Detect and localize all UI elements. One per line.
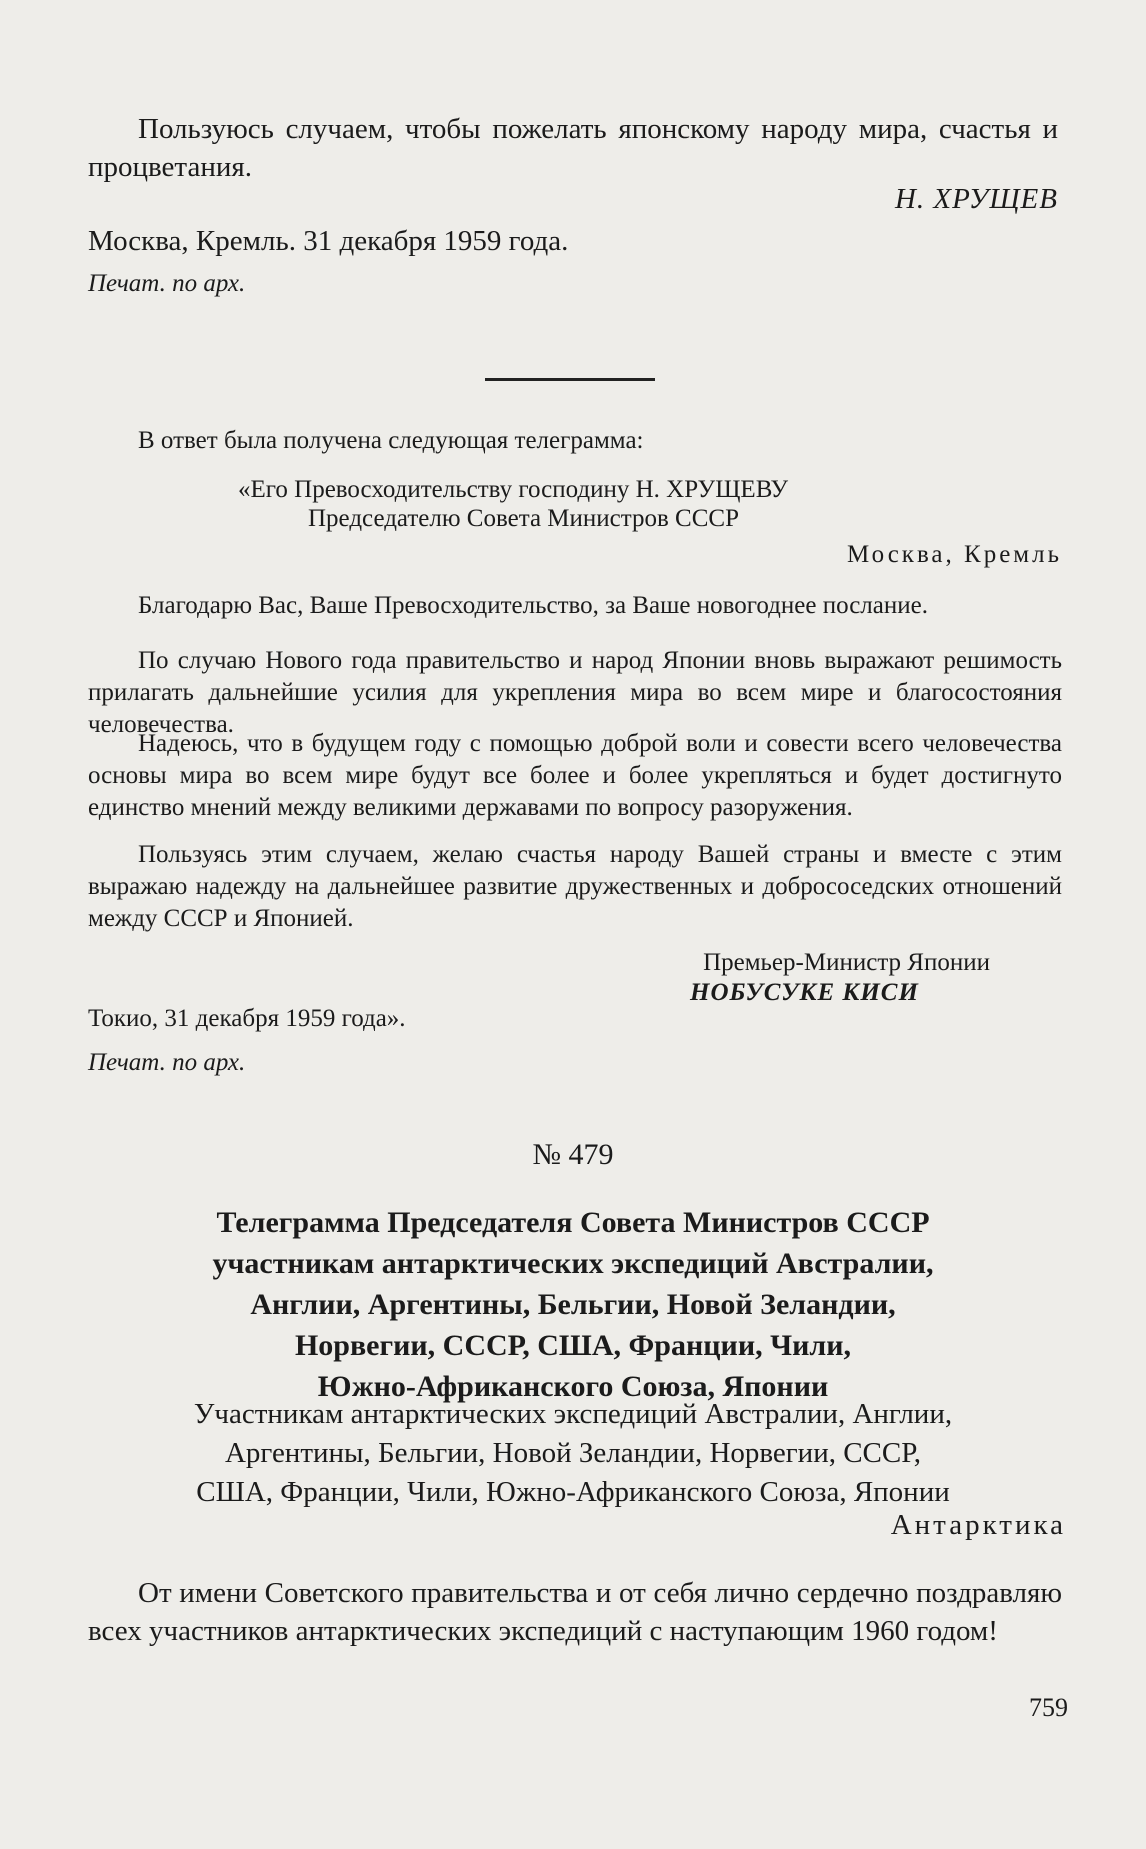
title-line-3: Англии, Аргентины, Бельгии, Новой Зеландии,: [250, 1288, 896, 1321]
letter-place-date: Москва, Кремль. 31 декабря 1959 года.: [88, 225, 569, 257]
title-line-5: Южно-Африканского Союза, Японии: [317, 1370, 829, 1403]
addressee-line-1: Участникам антарктических экспедиций Австралии, Англии,: [193, 1398, 953, 1430]
section-divider: [485, 378, 655, 381]
reply-intro: В ответ была получена следующая телеграмма:: [138, 427, 644, 454]
letter-source-note: Печат. по арх.: [88, 270, 246, 297]
reply-paragraph-3: Надеюсь, что в будущем году с помощью доброй воли и совести всего человечества основы мира во всем мире будут все более и более укрепляться и будет достигнуто единство мнений между великими державами по вопросу разоружения.: [88, 730, 1062, 821]
letter-closing-paragraph: Пользуюсь случаем, чтобы пожелать японскому народу мира, счастья и процветания.: [88, 113, 1058, 183]
reply-addressee-line1: «Его Превосходительству господину Н. ХРУЩЕВУ: [238, 476, 789, 503]
reply-paragraph-4: Пользуясь этим случаем, желаю счастья народу Вашей страны и вместе с этим выражаю надежду на дальнейшее развитие дружественных и добрососедских отношений между СССР и Японией.: [88, 841, 1062, 932]
reply-addressee-line2: Председателю Совета Министров СССР: [308, 505, 739, 532]
page-number: 759: [1029, 1693, 1068, 1722]
title-line-4: Норвегии, СССР, США, Франции, Чили,: [294, 1329, 852, 1362]
reply-paragraph-2: По случаю Нового года правительство и народ Японии вновь выражают решимость прилагать дальнейшие усилия для укрепления мира во всем мире и благосостояния человечества.: [88, 647, 1062, 738]
document-body: От имени Советского правительства и от себя лично сердечно поздравляю всех участников антарктических экспедиций с наступающим 1960 годом!: [88, 1577, 1062, 1647]
reply-source-note: Печат. по арх.: [88, 1049, 246, 1076]
reply-sender-title: Премьер-Министр Японии: [703, 949, 990, 976]
reply-addressee-place: Москва, Кремль: [846, 541, 1062, 568]
document-addressee: [60, 1395, 1086, 1512]
document-addressee-place: Антарктика: [890, 1509, 1066, 1541]
reply-place-date: Токио, 31 декабря 1959 года».: [88, 1005, 406, 1032]
reply-paragraph-1: Благодарю Вас, Ваше Превосходительство, за Ваше новогоднее послание.: [138, 592, 928, 619]
addressee-line-2: Аргентины, Бельгии, Новой Зеландии, Норвегии, СССР,: [224, 1437, 921, 1469]
title-line-2: участникам антарктических экспедиций Австралии,: [212, 1247, 934, 1280]
title-line-1: Телеграмма Председателя Совета Министров СССР: [216, 1206, 930, 1239]
addressee-line-3: США, Франции, Чили, Южно-Африканского Союза, Японии: [196, 1476, 950, 1508]
reply-sender-name: НОБУСУКЕ КИСИ: [690, 979, 919, 1006]
document-title: [88, 1202, 1058, 1407]
document-number: № 479: [532, 1138, 614, 1171]
letter-signature: Н. ХРУЩЕВ: [894, 183, 1058, 215]
